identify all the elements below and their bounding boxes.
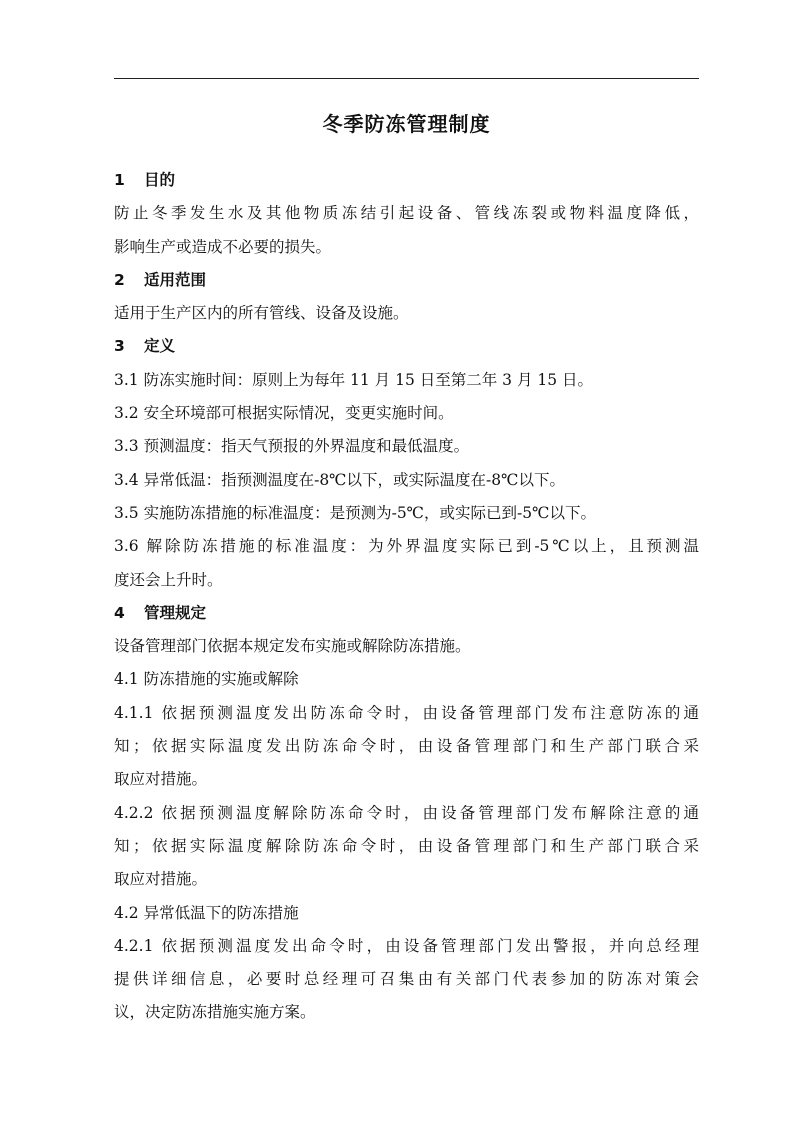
document-body (114, 164, 699, 1030)
body-text-line: 适用于生产区内的所有管线、设备及设施。 (114, 304, 409, 323)
section-number: 3 (114, 337, 125, 356)
body-text-line: 3.3 预测温度：指天气预报的外界温度和最低温度。 (114, 437, 470, 456)
body-text-line: 影响生产或造成不必要的损失。 (114, 237, 332, 256)
section-heading-text: 定义 (144, 337, 176, 356)
body-text-line: 设备管理部门依据本规定发布实施或解除防冻措施。 (114, 637, 471, 656)
body-text-line: 3.1 防冻实施时间：原则上为每年 11 月 15 日至第二年 3 月 15 日。 (114, 370, 594, 389)
section-heading-text: 目的 (144, 171, 176, 189)
body-text-line: 3.5 实施防冻措施的标准温度：是预测为-5℃，或实际已到-5℃以下。 (114, 503, 596, 522)
body-text-line: 4.1.1 依据预测温度发出防冻命令时，由设备管理部门发布注意防冻的通 (114, 703, 699, 722)
body-text-line: 知；依据实际温度发出防冻命令时，由设备管理部门和生产部门联合采 (114, 737, 699, 756)
section-number: 1 (114, 171, 125, 189)
body-text-line: 3.6 解除防冻措施的标准温度：为外界温度实际已到-5℃以上，且预测温 (114, 537, 699, 556)
section-heading-text: 管理规定 (144, 603, 207, 622)
section-heading (114, 330, 699, 363)
body-text-line: 4.2.2 依据预测温度解除防冻命令时，由设备管理部门发布解除注意的通 (114, 803, 699, 822)
body-text-line: 取应对措施。 (114, 870, 208, 889)
body-text-line: 知；依据实际温度解除防冻命令时，由设备管理部门和生产部门联合采 (114, 836, 699, 855)
body-text-line: 3.2 安全环境部可根据实际情况，变更实施时间。 (114, 404, 454, 423)
section-number: 2 (114, 270, 125, 289)
body-text-line: 取应对措施。 (114, 770, 208, 789)
section-heading-text: 适用范围 (144, 270, 207, 289)
section-number: 4 (114, 603, 125, 622)
body-text-line: 议，决定防冻措施实施方案。 (114, 1003, 316, 1022)
body-text-line: 度还会上升时。 (114, 570, 223, 589)
body-text-line: 4.2.1 依据预测温度发出命令时，由设备管理部门发出警报，并向总经理 (114, 936, 699, 955)
body-text-line: 3.4 异常低温：指预测温度在-8℃以下，或实际温度在-8℃以下。 (114, 470, 565, 489)
section-heading (114, 597, 699, 630)
body-text-line: 4.1 防冻措施的实施或解除 (114, 670, 299, 689)
body-text-line: 提供详细信息，必要时总经理可召集由有关部门代表参加的防冻对策会 (114, 970, 699, 989)
body-text-line: 防止冬季发生水及其他物质冻结引起设备、管线冻裂或物料温度降低， (114, 204, 699, 223)
header-rule (114, 78, 699, 79)
document-title: 冬季防冻管理制度 (322, 112, 491, 136)
section-heading (114, 264, 699, 297)
body-text-line: 4.2 异常低温下的防冻措施 (114, 903, 299, 922)
section-heading (114, 164, 699, 197)
